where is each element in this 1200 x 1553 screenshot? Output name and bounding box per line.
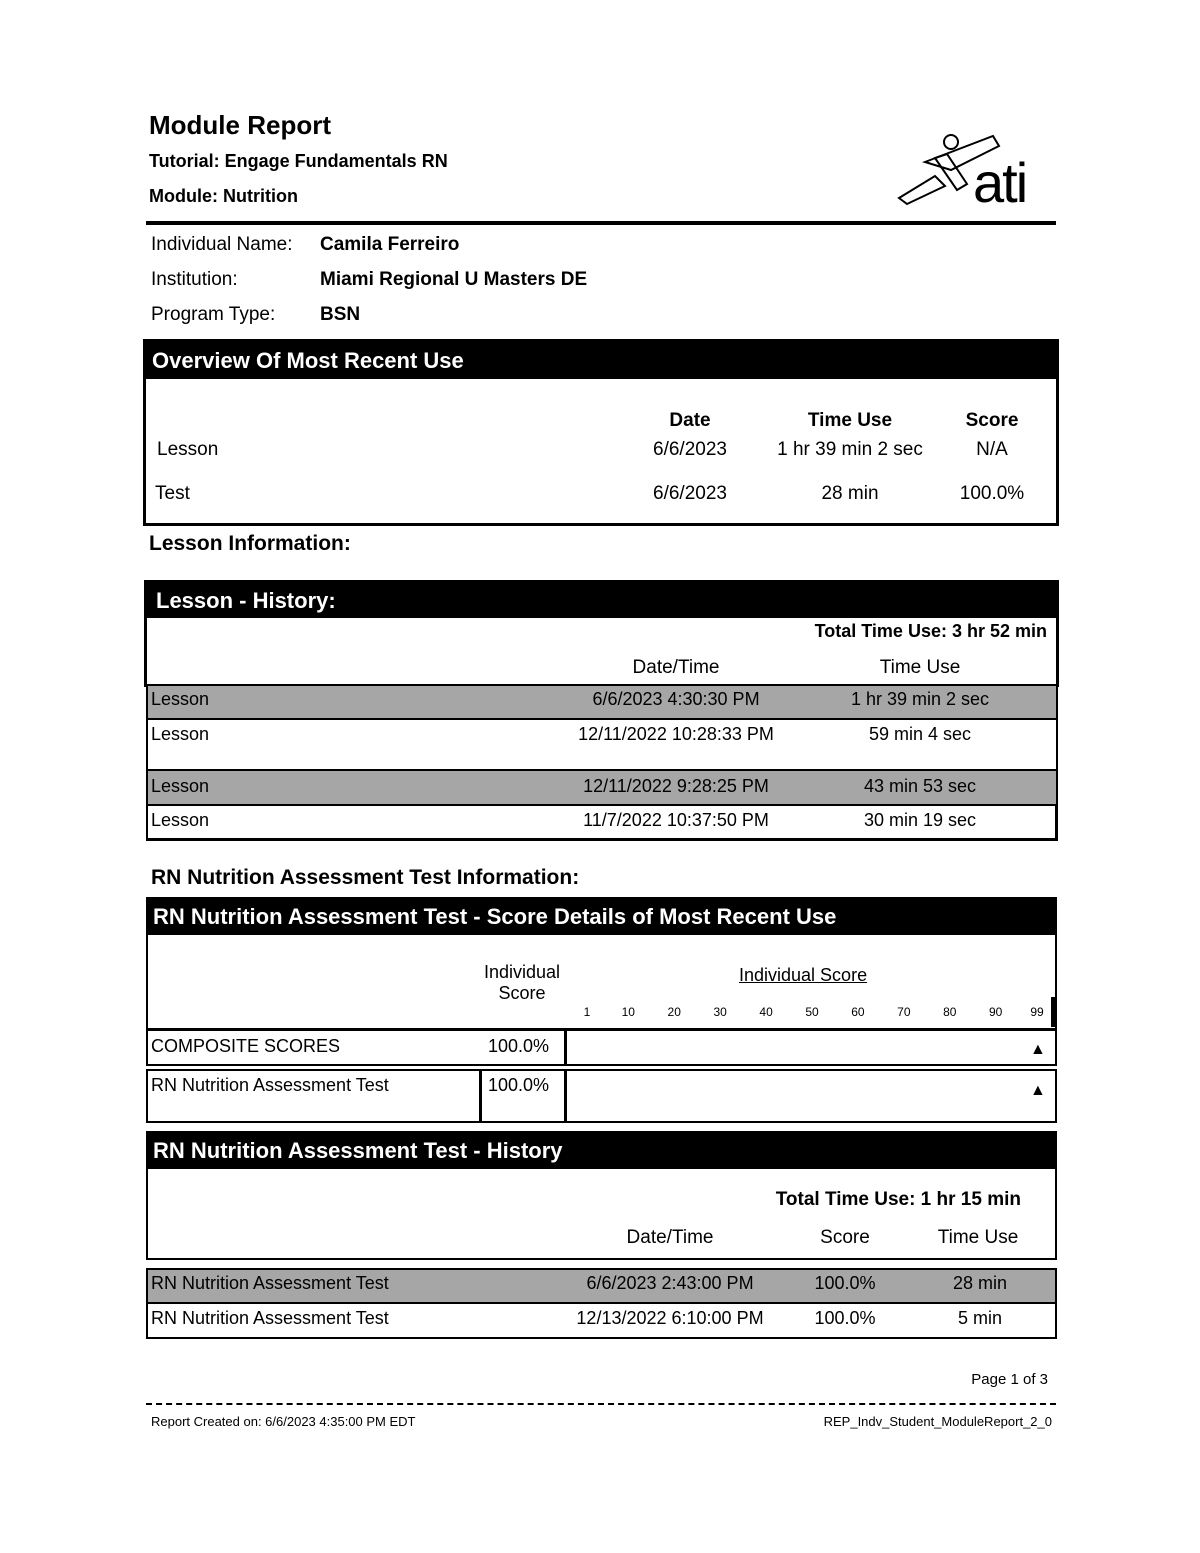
overview-row-label: Lesson: [157, 439, 219, 460]
footer-divider: [146, 1403, 1056, 1405]
ati-logo: ati: [895, 132, 1055, 217]
lesson-info-heading: Lesson Information:: [149, 532, 351, 555]
tick-label: 20: [667, 1005, 681, 1019]
col-individual-score: Individual Score: [483, 962, 561, 1003]
program-label: Program Type:: [151, 304, 276, 325]
program-value: BSN: [320, 304, 361, 325]
lesson-row-datetime: 12/11/2022 9:28:25 PM: [583, 776, 769, 796]
test-history-score: 100.0%: [814, 1273, 876, 1293]
lesson-row-label: Lesson: [151, 689, 210, 709]
header-rule: [146, 221, 1056, 225]
tick-label: 1: [583, 1005, 591, 1019]
test-history-datetime: 12/13/2022 6:10:00 PM: [576, 1308, 764, 1328]
lesson-row-datetime: 6/6/2023 4:30:30 PM: [592, 689, 760, 709]
test-col-score: Score: [820, 1227, 870, 1248]
tick-label: 90: [988, 1005, 1003, 1019]
row-divider: [479, 1069, 482, 1123]
test-history-heading: RN Nutrition Assessment Test - History: [148, 1133, 1055, 1169]
report-id: REP_Indv_Student_ModuleReport_2_0: [823, 1414, 1052, 1429]
overview-row-time: 28 min: [821, 483, 879, 504]
test-total-time: Total Time Use: 1 hr 15 min: [775, 1189, 1021, 1210]
test-info-heading: RN Nutrition Assessment Test Information:: [151, 866, 580, 889]
tutorial-name: Tutorial: Engage Fundamentals RN: [149, 151, 448, 171]
overview-row-score: 100.0%: [959, 483, 1025, 504]
overview-row-label: Test: [155, 483, 190, 504]
overview-row-date: 6/6/2023: [653, 483, 727, 504]
overview-row-time: 1 hr 39 min 2 sec: [777, 439, 923, 460]
student-name: Camila Ferreiro: [320, 234, 460, 255]
percentile-marker: ▲: [1030, 1041, 1046, 1058]
report-created: Report Created on: 6/6/2023 4:35:00 PM EDT: [151, 1414, 416, 1429]
test-history-score: 100.0%: [814, 1308, 876, 1328]
test-history-datetime: 6/6/2023 2:43:00 PM: [586, 1273, 754, 1293]
lesson-row-time: 43 min 53 sec: [863, 776, 977, 796]
lesson-total-time: Total Time Use: 3 hr 52 min: [814, 621, 1047, 641]
row-divider: [564, 1069, 567, 1123]
test-score-value: 100.0%: [488, 1075, 550, 1095]
lesson-row-time: 1 hr 39 min 2 sec: [850, 689, 990, 709]
lesson-col-datetime: Date/Time: [632, 657, 720, 678]
composite-label: COMPOSITE SCORES: [151, 1036, 341, 1056]
overview-heading: Overview Of Most Recent Use: [146, 342, 1056, 379]
tick-label: 99: [1030, 1005, 1044, 1019]
tick-label: 60: [851, 1005, 865, 1019]
overview-col-score: Score: [965, 410, 1019, 431]
tick-label: 70: [897, 1005, 911, 1019]
lesson-row-time: 30 min 19 sec: [863, 810, 977, 830]
lesson-row-label: Lesson: [151, 810, 210, 830]
lesson-history-heading: Lesson - History:: [147, 583, 1056, 618]
lesson-row-label: Lesson: [151, 776, 210, 796]
lesson-row-label: Lesson: [151, 724, 210, 744]
tick-label: 80: [943, 1005, 957, 1019]
overview-col-time: Time Use: [807, 410, 893, 431]
test-score-label: RN Nutrition Assessment Test: [151, 1075, 389, 1095]
test-history-label: RN Nutrition Assessment Test: [151, 1273, 389, 1293]
module-name: Module: Nutrition: [149, 186, 298, 206]
score-details-heading: RN Nutrition Assessment Test - Score Details of Most Recent Use: [148, 899, 1055, 935]
name-label: Individual Name:: [151, 234, 293, 255]
tick-label: 50: [805, 1005, 819, 1019]
overview-row-score: N/A: [976, 439, 1008, 460]
scale-end-marker: [1051, 997, 1055, 1027]
lesson-row-datetime: 12/11/2022 10:28:33 PM: [578, 724, 774, 744]
test-history-label: RN Nutrition Assessment Test: [151, 1308, 389, 1328]
scale-label: Individual Score: [739, 965, 868, 985]
institution-value: Miami Regional U Masters DE: [320, 269, 588, 290]
lesson-col-timeuse: Time Use: [879, 657, 961, 678]
test-col-timeuse: Time Use: [937, 1227, 1019, 1248]
tick-label: 30: [713, 1005, 727, 1019]
page-number: Page 1 of 3: [971, 1371, 1048, 1388]
overview-col-date: Date: [669, 410, 711, 431]
test-history-time: 5 min: [957, 1308, 1002, 1328]
lesson-row-datetime: 11/7/2022 10:37:50 PM: [583, 810, 769, 830]
institution-label: Institution:: [151, 269, 238, 290]
row-divider: [564, 1028, 567, 1066]
tick-label: 40: [759, 1005, 773, 1019]
overview-row-date: 6/6/2023: [653, 439, 727, 460]
page-title: Module Report: [149, 110, 331, 140]
percentile-marker: ▲: [1030, 1082, 1046, 1099]
test-col-datetime: Date/Time: [626, 1227, 714, 1248]
composite-score: 100.0%: [488, 1036, 550, 1056]
tick-label: 10: [621, 1005, 635, 1019]
test-history-time: 28 min: [952, 1273, 1008, 1293]
lesson-row-time: 59 min 4 sec: [868, 724, 972, 744]
